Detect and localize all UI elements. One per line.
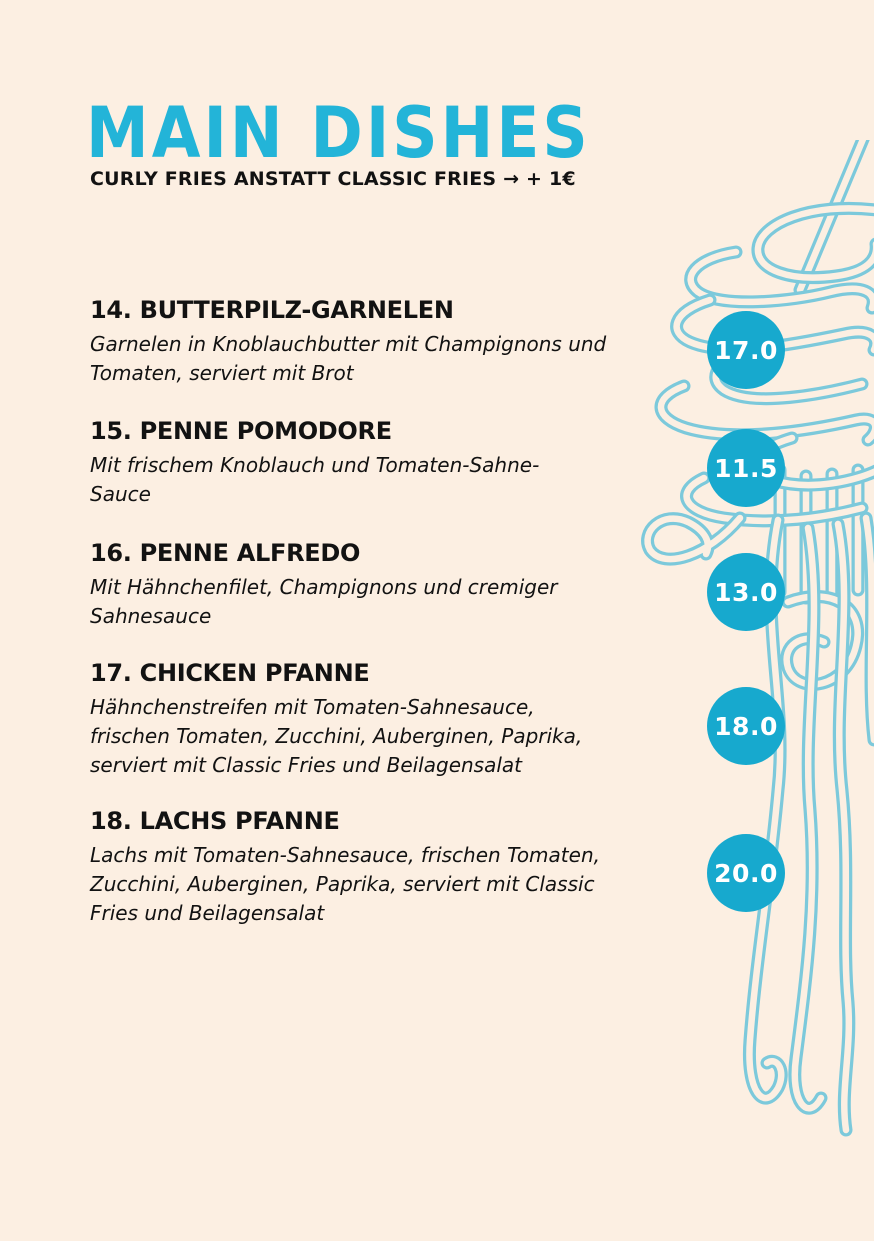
menu-item-description-line: Mit frischem Knoblauch und Tomaten-Sahne- (90, 453, 540, 477)
menu-item (90, 296, 675, 388)
menu-item-description-line: Sahnesauce (90, 604, 212, 628)
menu-item-name: PENNE POMODORE (139, 417, 392, 445)
menu-item-description-line: Fries und Beilagensalat (90, 901, 325, 925)
menu-item-number: 18. (90, 807, 132, 835)
menu-item-heading (90, 659, 675, 687)
menu-item-description-line: Mit Hähnchenfilet, Champignons und cremiger (90, 575, 558, 599)
menu-item-heading (90, 417, 675, 445)
menu-item-description (90, 693, 675, 780)
menu-item-description-line: serviert mit Classic Fries und Beilagensalat (90, 753, 523, 777)
menu-item-description (90, 330, 675, 388)
menu-item-heading (90, 539, 675, 567)
menu-item-heading (90, 296, 675, 324)
menu-item-name: LACHS PFANNE (139, 807, 340, 835)
menu-item-description (90, 841, 675, 928)
page-subtitle: CURLY FRIES ANSTATT CLASSIC FRIES → + 1€ (90, 168, 576, 190)
menu-item-description-line: frischen Tomaten, Zucchini, Auberginen, Paprika, (90, 724, 583, 748)
price-badge: 11.5 (707, 429, 785, 507)
menu-item-heading (90, 807, 675, 835)
menu-item-description-line: Lachs mit Tomaten-Sahnesauce, frischen Tomaten, (90, 843, 600, 867)
menu-item-description-line: Garnelen in Knoblauchbutter mit Champignons und (90, 332, 607, 356)
menu-item (90, 539, 675, 631)
menu-item-description-line: Zucchini, Auberginen, Paprika, serviert mit Classic (90, 872, 595, 896)
menu-item-number: 17. (90, 659, 132, 687)
menu-item-name: BUTTERPILZ-GARNELEN (139, 296, 454, 324)
menu-item-number: 16. (90, 539, 132, 567)
menu-item-description (90, 451, 675, 509)
page-title: MAIN DISHES (86, 92, 591, 174)
menu-item-description-line: Tomaten, serviert mit Brot (90, 361, 354, 385)
menu-item (90, 659, 675, 780)
fork-spaghetti-illustration (640, 140, 874, 1160)
menu-item-description-line: Sauce (90, 482, 151, 506)
price-badge: 13.0 (707, 553, 785, 631)
price-badge: 20.0 (707, 834, 785, 912)
menu-item-description-line: Hähnchenstreifen mit Tomaten-Sahnesauce, (90, 695, 535, 719)
price-badge: 17.0 (707, 311, 785, 389)
menu-item-name: CHICKEN PFANNE (139, 659, 370, 687)
price-badge: 18.0 (707, 687, 785, 765)
menu-item-description (90, 573, 675, 631)
menu-item (90, 807, 675, 928)
menu-item (90, 417, 675, 509)
menu-item-number: 15. (90, 417, 132, 445)
menu-item-name: PENNE ALFREDO (139, 539, 361, 567)
menu-item-number: 14. (90, 296, 132, 324)
